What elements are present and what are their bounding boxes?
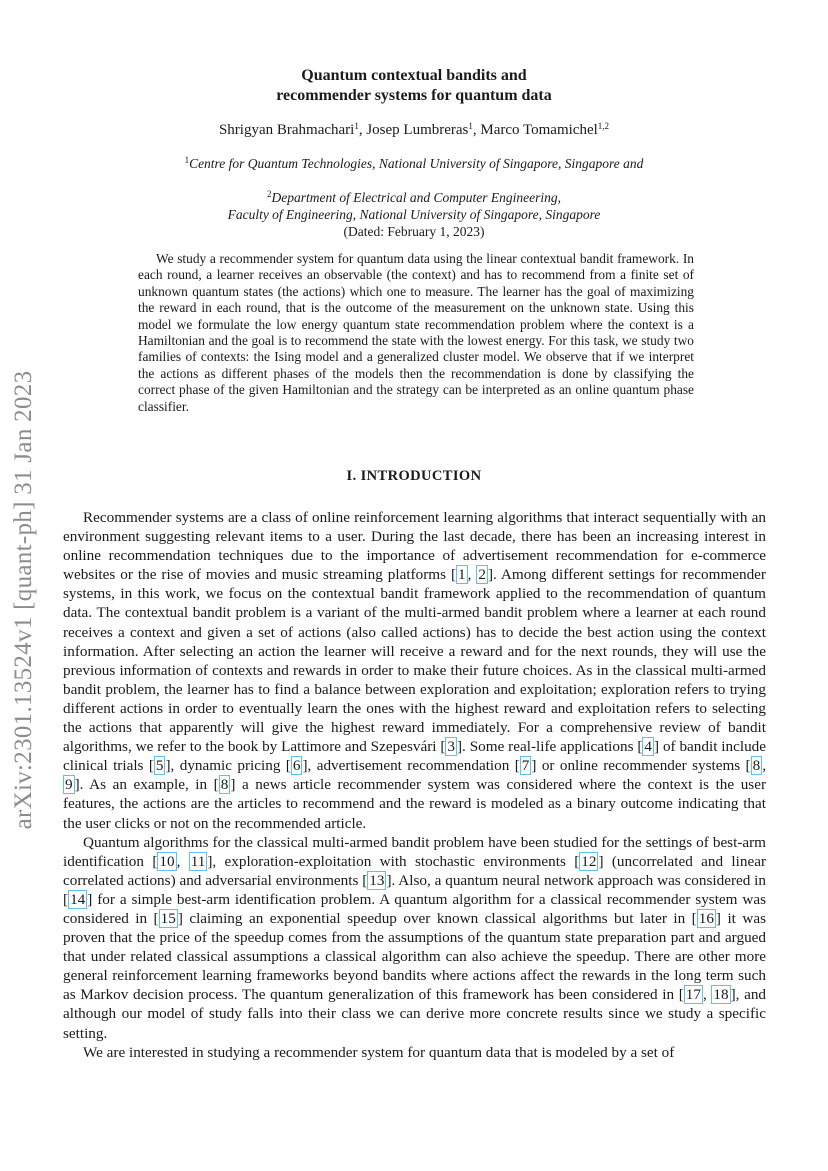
citation-link[interactable]: 2 (478, 566, 486, 584)
paper-title (0, 66, 828, 106)
author-name: Josep Lumbreras (366, 122, 469, 138)
author-list: Shrigyan Brahmachari$^1$, Josep Lumbreras$^1$, Marco Tomamichel$^{1,2}$ (218, 121, 610, 138)
author-affiliation-mark: 1,2 (597, 121, 610, 131)
paragraph-text: ] or online recommender systems [ (531, 757, 751, 775)
affiliation-mark: 1 (184, 155, 190, 165)
affiliation-1 (0, 156, 828, 173)
paragraph-text: , (467, 566, 477, 584)
paragraph-text: ] a news article recommender system was considered where the context is the user features, the actions are the articles to recommend and the reward is modeled as a binary outcome indicating that the user clicks or not on the recommended article. (63, 776, 767, 832)
citation-link[interactable]: 3 (447, 738, 455, 756)
paragraph-text: , (762, 757, 766, 775)
paragraph-text: ] (uncorrelated and linear correlated actions) and adversarial environments [ (63, 852, 766, 889)
body-text (63, 508, 766, 1062)
paragraph-text: ]. Some real-life applications [ (457, 738, 643, 756)
citation-link[interactable]: 5 (155, 757, 164, 775)
citation-link[interactable]: 17 (685, 986, 701, 1004)
body-paragraph (63, 1043, 766, 1062)
affiliation-2 (0, 190, 828, 223)
citation-link[interactable]: 8 (220, 776, 229, 794)
body-paragraph (63, 833, 766, 1043)
citation-link[interactable]: 16 (698, 909, 714, 927)
paragraph-text: ], dynamic pricing [ (165, 757, 291, 775)
abstract: We study a recommender system for quantum data using the linear contextual bandit framework. In each round, a learner receives an observable (the context) and has to recommend from a finite set of unknown quantum states (the actions) which one to measure. The learner has the goal of maximizing the reward in each round, that is the outcome of the measurement on the unknown state. Using this model we formulate the low energy quantum state recommendation problem where the context is a Hamiltonian and the goal is to recommend the state with the lowest energy. For this task, we study two families of contexts: the Ising model and a generalized cluster model. We observe that if we interpret the actions as different phases of the models then the recommendation is done by classifying the correct phase of the given Hamiltonian and the strategy can be interpreted as an online quantum phase classifier. (138, 251, 694, 414)
paragraph-text: ] of bandit include clinical trials [ (63, 738, 766, 775)
affiliation-1-text: Centre for Quantum Technologies, National University of Singapore, Singapore and (189, 156, 644, 171)
paragraph-text: We are interested in studying a recommender system for quantum data that is modeled by a set of (83, 1043, 675, 1061)
paragraph-text: ] claiming an exponential speedup over known classical algorithms but later in [ (177, 909, 697, 927)
date-line: (Dated: February 1, 2023) (343, 224, 485, 239)
paragraph-text: ]. Also, a quantum neural network approach was considered in [ (63, 871, 766, 908)
body-paragraph (63, 508, 766, 833)
affiliation-2-line-2: Faculty of Engineering, National University of Singapore, Singapore (227, 206, 601, 222)
citation-link[interactable]: 12 (581, 852, 597, 870)
paragraph-text: ], exploration-exploitation with stochastic environments [ (207, 852, 580, 870)
paragraph-text: ] it was proven that the price of the speedup comes from the assumptions of the quantum state preparation part and argued that under related classical assumptions a classical algorithm can also achieve the speedup. There are other more general reinforcement learning frameworks beyond bandits where actions affect the rewards in the long term such as Markov decision process. The quantum generalization of this framework has been considered in [ (63, 909, 766, 1004)
paragraph-text: ] for a simple best-arm identification problem. A quantum algorithm for a classical recommender system was considered in [ (63, 890, 766, 927)
citation-link[interactable]: 7 (521, 757, 530, 775)
citation-link[interactable]: 15 (160, 909, 176, 927)
paragraph-text: ], and although our model of study falls into their class we can derive more concrete results since we study a specific setting. (63, 986, 767, 1042)
citation-link[interactable]: 13 (369, 871, 385, 889)
title-line-1: Quantum contextual bandits and (301, 67, 527, 84)
author-affiliation-mark: 1 (354, 121, 359, 131)
author-name: Marco Tomamichel (480, 122, 598, 138)
paragraph-text: ]. As an example, in [ (74, 776, 219, 794)
citation-link[interactable]: 18 (713, 986, 729, 1004)
author-affiliation-mark: 1 (468, 121, 473, 131)
title-line-2: recommender systems for quantum data (276, 87, 552, 104)
citation-link[interactable]: 9 (65, 776, 73, 794)
citation-link[interactable]: 1 (458, 566, 466, 584)
citation-link[interactable]: 4 (644, 738, 653, 756)
citation-link[interactable]: 8 (752, 757, 761, 775)
paragraph-text: ]. Among different settings for recommender systems, in this work, we focus on the contextual bandit framework applied to the recommendation of quantum data. The contextual bandit problem is a variant of the multi-armed bandit problem where a learner at each round receives a context and given a set of actions (also called actions) has to decide the best action using the context information. After selecting an action the learner will receive a reward and for the next rounds, they will use the previous information of contexts and rewards in order to make their future choices. As in the classical multi-armed bandit problem, the learner has to find a balance between exploration and exploitation; exploration refers to trying different actions in order to eventually learn the ones with the highest reward and exploitation refers to selecting the actions that apparently will give the highest reward immediately. For a comprehensive review of bandit algorithms, we refer to the book by Lattimore and Szepesvári [ (63, 566, 766, 756)
author-name: Shrigyan Brahmachari (218, 122, 355, 138)
paragraph-text: Recommender systems are a class of online reinforcement learning algorithms that interact sequentially with an environment suggesting relevant items to a user. During the last decade, there has been an increasing interest in online recommendation techniques due to the importance of advertisement recommendation for e-commerce websites or the rise of movies and music streaming platforms [ (63, 509, 766, 584)
citation-link[interactable]: 11 (190, 852, 206, 870)
citation-link[interactable]: 6 (292, 757, 301, 775)
citation-link[interactable]: 10 (159, 852, 175, 870)
citation-link[interactable]: 14 (70, 890, 86, 908)
paragraph-text: , (702, 986, 712, 1004)
section-heading-introduction: I. INTRODUCTION (346, 468, 482, 484)
paragraph-text: Quantum algorithms for the classical multi-armed bandit problem have been studied for the settings of best-arm identification [ (63, 833, 766, 870)
affiliation-mark: 2 (267, 189, 272, 199)
arxiv-identifier-text: arXiv:2301.13524v1 [quant-ph] 31 Jan 2023 (10, 370, 37, 830)
paragraph-text: , (176, 852, 189, 870)
affiliation-2-line-1: Department of Electrical and Computer Engineering, (271, 190, 561, 205)
paragraph-text: ], advertisement recommendation [ (302, 757, 520, 775)
